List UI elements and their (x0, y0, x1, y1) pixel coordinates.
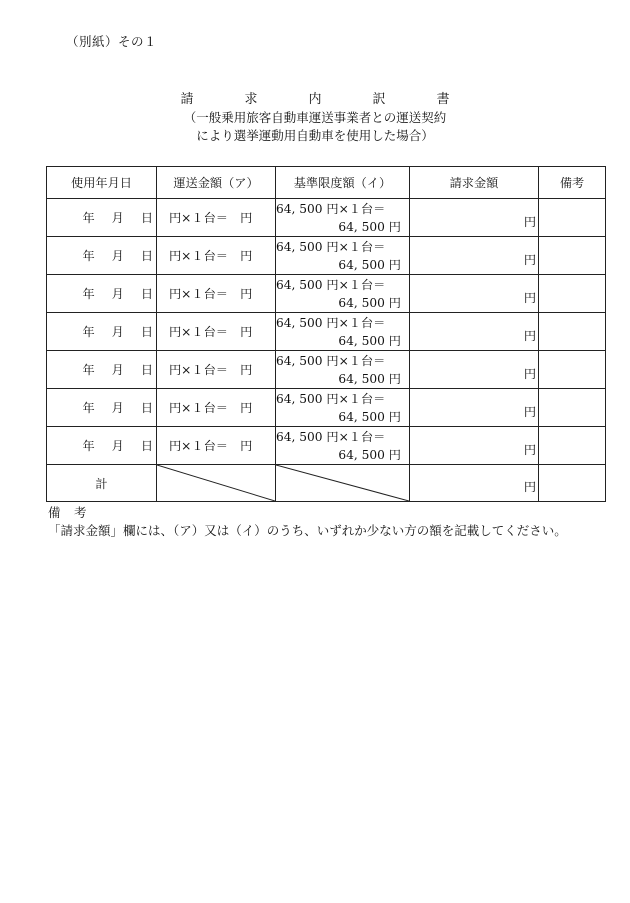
claim-amount-cell[interactable]: 円 (410, 351, 539, 389)
limit-formula: 64, 500 円×１台＝ (276, 240, 386, 254)
limit-cell (276, 427, 410, 465)
usage-date-cell[interactable] (47, 275, 157, 313)
table-row (47, 199, 606, 237)
limit-formula: 64, 500 円×１台＝ (276, 392, 386, 406)
notes-heading: 備 考 (48, 505, 88, 520)
month-label: 月 (111, 401, 124, 415)
table-row (47, 313, 606, 351)
month-label: 月 (111, 363, 124, 377)
limit-cell (276, 275, 410, 313)
title-char: 請 (180, 92, 194, 107)
year-label: 年 (82, 325, 95, 339)
header-fare: 運送金額（ア） (157, 167, 276, 199)
table-header-row (47, 167, 606, 199)
header-remarks: 備考 (539, 167, 606, 199)
year-label: 年 (82, 363, 95, 377)
total-remarks (539, 465, 606, 502)
month-label: 月 (111, 211, 124, 225)
limit-formula: 64, 500 円×１台＝ (276, 430, 386, 444)
year-label: 年 (82, 401, 95, 415)
remarks-cell[interactable] (539, 237, 606, 275)
fare-cell[interactable]: 円×１台＝ 円 (157, 199, 276, 237)
limit-formula: 64, 500 円×１台＝ (276, 316, 386, 330)
usage-date-cell[interactable] (47, 313, 157, 351)
day-label: 日 (140, 401, 153, 415)
header-limit: 基準限度額（イ） (276, 167, 410, 199)
title-char: 内 (308, 92, 322, 107)
month-label: 月 (111, 287, 124, 301)
month-label: 月 (111, 439, 124, 453)
total-limit-blank (276, 465, 410, 502)
remarks-cell[interactable] (539, 199, 606, 237)
fare-cell[interactable]: 円×１台＝ 円 (157, 237, 276, 275)
document-title (0, 88, 630, 107)
month-label: 月 (111, 249, 124, 263)
document-label: （別紙）その１ (66, 34, 158, 49)
limit-result: 64, 500 円 (338, 410, 401, 424)
remarks-cell[interactable] (539, 427, 606, 465)
remarks-cell[interactable] (539, 313, 606, 351)
usage-date-cell[interactable] (47, 237, 157, 275)
remarks-cell[interactable] (539, 389, 606, 427)
notes-body: 「請求金額」欄には、（ア）又は（イ）のうち、いずれか少ない方の額を記載してください。 (48, 523, 567, 538)
limit-formula: 64, 500 円×１台＝ (276, 278, 386, 292)
year-label: 年 (82, 439, 95, 453)
total-label: 計 (47, 465, 157, 502)
day-label: 日 (140, 287, 153, 301)
claim-amount-cell[interactable]: 円 (410, 237, 539, 275)
year-label: 年 (82, 249, 95, 263)
day-label: 日 (140, 249, 153, 263)
claim-amount-cell[interactable]: 円 (410, 389, 539, 427)
claim-amount-cell[interactable]: 円 (410, 427, 539, 465)
day-label: 日 (140, 211, 153, 225)
table-row (47, 237, 606, 275)
fare-cell[interactable]: 円×１台＝ 円 (157, 427, 276, 465)
header-claim-amount: 請求金額 (410, 167, 539, 199)
fare-cell[interactable]: 円×１台＝ 円 (157, 275, 276, 313)
fare-cell[interactable]: 円×１台＝ 円 (157, 389, 276, 427)
total-row (47, 465, 606, 502)
remarks-cell[interactable] (539, 275, 606, 313)
claim-breakdown-table (46, 166, 606, 502)
total-amount: 円 (410, 465, 539, 502)
month-label: 月 (111, 325, 124, 339)
subtitle-line-2: により選挙運動用自動車を使用した場合） (196, 128, 434, 143)
day-label: 日 (140, 363, 153, 377)
usage-date-cell[interactable] (47, 199, 157, 237)
total-fare-blank (157, 465, 276, 502)
limit-cell (276, 389, 410, 427)
limit-cell (276, 351, 410, 389)
table-row (47, 275, 606, 313)
limit-formula: 64, 500 円×１台＝ (276, 202, 386, 216)
usage-date-cell[interactable] (47, 427, 157, 465)
subtitle-line-1: （一般乗用旅客自動車運送事業者との運送契約 (183, 110, 447, 125)
title-char: 訳 (372, 92, 386, 107)
usage-date-cell[interactable] (47, 389, 157, 427)
limit-result: 64, 500 円 (338, 258, 401, 272)
year-label: 年 (82, 211, 95, 225)
fare-cell[interactable]: 円×１台＝ 円 (157, 351, 276, 389)
limit-result: 64, 500 円 (338, 296, 401, 310)
fare-cell[interactable]: 円×１台＝ 円 (157, 313, 276, 351)
claim-amount-cell[interactable]: 円 (410, 199, 539, 237)
limit-cell (276, 313, 410, 351)
limit-cell (276, 199, 410, 237)
day-label: 日 (140, 439, 153, 453)
table-row (47, 427, 606, 465)
table-row (47, 351, 606, 389)
title-char: 書 (436, 92, 450, 107)
diagonal-line (157, 465, 275, 501)
header-usage-date: 使用年月日 (47, 167, 157, 199)
claim-amount-cell[interactable]: 円 (410, 313, 539, 351)
limit-cell (276, 237, 410, 275)
table-row (47, 389, 606, 427)
limit-result: 64, 500 円 (338, 448, 401, 462)
year-label: 年 (82, 287, 95, 301)
usage-date-cell[interactable] (47, 351, 157, 389)
limit-result: 64, 500 円 (338, 220, 401, 234)
title-char: 求 (244, 92, 258, 107)
day-label: 日 (140, 325, 153, 339)
diagonal-line (276, 465, 409, 501)
limit-result: 64, 500 円 (338, 372, 401, 386)
claim-amount-cell[interactable]: 円 (410, 275, 539, 313)
limit-result: 64, 500 円 (338, 334, 401, 348)
limit-formula: 64, 500 円×１台＝ (276, 354, 386, 368)
remarks-cell[interactable] (539, 351, 606, 389)
